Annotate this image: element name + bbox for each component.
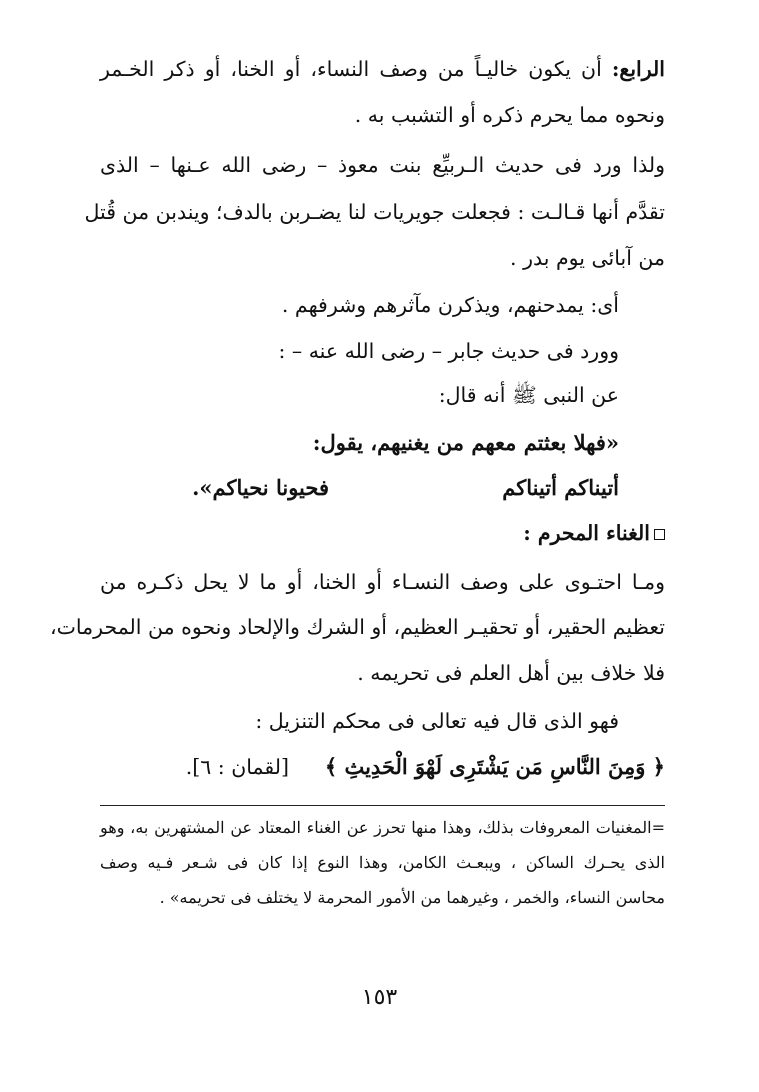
explanation-line: أى: يمدحنهم، ويذكرن مآثرهم وشرفهم . <box>281 293 619 317</box>
paragraph1-line1 <box>100 54 665 84</box>
paragraph2-line2: تقدَّم أنها قـالـت : فجعلت جويريات لنا يضـربن بالدف؛ ويندبن من قُتل <box>84 200 665 224</box>
tanzil-intro-line: فهو الذى قال فيه تعالى فى محكم التنزيل : <box>255 709 619 733</box>
ayah-reference: [لقمان : ٦]. <box>185 755 289 779</box>
paragraph1-line2: ونحوه مما يحرم ذكره أو التشبب به . <box>354 103 665 127</box>
paragraph3-line2: تعظيم الحقير، أو تحقيـر العظيم، أو الشرك والإلحاد ونحوه من المحرمات، <box>50 615 665 639</box>
paragraph3-line1: ومـا احتـوى على وصف النسـاء أو الخنا، أو ما لا يحل ذكـره من <box>100 570 665 594</box>
paragraph3-line3: فلا خلاف بين أهل العلم فى تحريمه . <box>357 661 665 685</box>
jabir-intro-line: وورد فى حديث جابر – رضى الله عنه – : <box>278 339 619 363</box>
paragraph2-line1: ولذا ورد فى حديث الـربيِّع بنت معوذ – رضى الله عـنها – الذى <box>100 153 665 177</box>
footnote-line3: محاسن النساء، والخمر ، وغيرهما من الأمور المحرمة لا يختلف فى تحريمه» . <box>159 888 665 907</box>
paragraph1-line1-text: أن يكون خاليـاً من وصف النساء، أو الخنا، أو ذكر الخـمر <box>100 57 612 81</box>
footnote-line2: الذى يحـرك الساكن ، ويبعـث الكامن، وهذا النوع إذا كان فى شـعر فـيه وصف <box>100 853 665 872</box>
quran-ayah: ﴿ وَمِنَ النَّاسِ مَن يَشْتَرِى لَهْوَ الْحَدِيثِ ﴾ <box>324 754 665 779</box>
prophet-line: عن النبى ﷺ أنه قال: <box>438 383 619 407</box>
footnote-divider <box>100 805 665 806</box>
square-bullet-icon <box>654 529 665 540</box>
verse-right-hemistich: أتيناكم أتيناكم <box>502 475 619 500</box>
paragraph2-line3: من آبائى يوم بدر . <box>510 246 665 270</box>
quote-line1: «فهلا بعثتم معهم من يغنيهم، يقول: <box>312 430 619 455</box>
paragraph1-label: الرابع: <box>611 57 665 81</box>
section-heading <box>523 518 665 548</box>
verse-left-hemistich: فحيونا نحياكم». <box>192 475 329 500</box>
page-number: ١٥٣ <box>361 985 398 1010</box>
footnote-line1: =المغنيات المعروفات بذلك، وهذا منها تحرز عن الغناء المعتاد عن المشتهرين به، وهو <box>100 818 665 837</box>
section-heading-text: الغناء المحرم : <box>523 521 650 545</box>
